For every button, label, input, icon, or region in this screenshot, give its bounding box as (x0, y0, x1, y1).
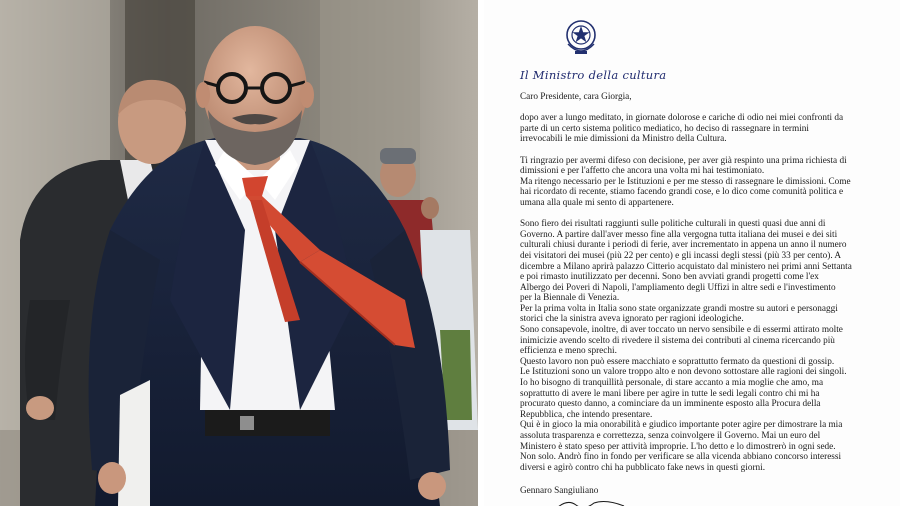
letter-line: e poi rimasto inutilizzato per decenni. Sono ben avviati grandi progetti come l'ex (520, 272, 819, 283)
letter-line: soprattutto di avere le mani libere per agire in tutte le sedi legali contro chi mi ha (520, 388, 820, 399)
letter-line: procurato questo danno, a cominciare da un imminente esposto alla Procura della (520, 399, 821, 410)
letter-line: Repubblica, che intendo presentare. (520, 409, 653, 420)
resignation-letter (484, 0, 900, 506)
handwritten-signature (556, 497, 626, 506)
letter-paragraphs (520, 103, 892, 474)
letter-line: dopo aver a lungo meditato, in giornate dolorose e cariche di odio nei miei confronti da (520, 113, 844, 124)
letter-line: Albergo dei Poveri di Napoli, l'ampliamento degli Uffizi in altre sedi e l'investimento (520, 282, 836, 293)
salutation: Caro Presidente, cara Giorgia, (520, 92, 632, 102)
letter-line: Qui è in gioco la mia onorabilità e giudico importante poter agire per dimostrare la mia (520, 420, 843, 431)
letter-line: Le Istituzioni sono un valore troppo alto e non devono sottostare alle ragioni dei singoli. (520, 367, 847, 378)
letter-line: Ti ringrazio per avermi difeso con decisione, per aver già respinto una prima richiesta di (520, 155, 847, 166)
paragraph-gap (520, 209, 892, 220)
letter-line: inimicizie avendo scelto di rivedere il sistema dei contributi al cinema ricercando più (520, 335, 835, 346)
letter-line: dimissioni e per l'affetto che ancora una volta mi hai testimoniato. (520, 166, 765, 177)
paragraph-gap (520, 145, 892, 156)
letter-line: culturali chiusi durante i periodi di ferie, aver incrementato in appena un anno il numero (520, 240, 847, 251)
signature-name: Gennaro Sangiuliano (520, 486, 599, 496)
letter-line: assoluta trasparenza e correttezza, senza coinvolgere il Governo. Mai un euro del (520, 431, 821, 441)
letter-line: dei visitatori dei musei (più 22 per cento) e gli incassi degli stessi (più 33 per cento). A (520, 250, 842, 261)
letter-line: Io ho bisogno di tranquillità personale, di stare accanto a mia moglie che amo, ma (520, 378, 824, 389)
letter-line: diversi e agirò contro chi ha pubblicato fake news in questi giorni. (520, 462, 766, 473)
letter-line: parte di un certo sistema politico mediatico, ho deciso di rassegnare in termini (520, 123, 809, 134)
letter-line: Non solo. Andrò fino in fondo per verificare se alla vicenda abbiano concorso interessi (520, 452, 842, 463)
letter-line: storici che la sinistra aveva ignorato per ragioni ideologiche. (520, 314, 744, 325)
letter-line: Questo lavoro non può essere macchiato e soprattutto fermato da questioni di gossip. (520, 356, 835, 367)
letter-line: irrevocabili le mie dimissioni da Ministro della Cultura. (520, 134, 727, 145)
letter-line: Ministero è stato speso per attività improprie. L'ho detto e lo dimostrerò in ogni sede. (520, 441, 836, 452)
letter-line: umana alla quale mi sento di appartenere. (520, 197, 674, 208)
letter-line: Sono consapevole, inoltre, di aver toccato un nervo sensibile e di essermi attirato molte (520, 325, 843, 336)
letter-line: Per la prima volta in Italia sono state organizzate grandi mostre su autori e personaggi (520, 303, 838, 314)
letter-line: hai ricordato di recente, stiamo facendo grandi cose, e lo dico come comunità politica e (520, 187, 844, 198)
paragraph-gap (520, 103, 892, 114)
letter-line: efficienza e meno sprechi. (520, 346, 617, 357)
letter-line: Sono fiero dei risultati raggiunti sulle politiche culturali in questi quasi due anni di (520, 219, 826, 230)
letter-line: per la Biennale di Venezia. (520, 293, 620, 304)
italian-republic-emblem-icon (564, 18, 598, 56)
ministry-heading: Il Ministro della cultura (520, 68, 667, 82)
letter-line: dicembre a Milano aprirà palazzo Citterio acquistato dal ministero nei primi anni Settanta (520, 261, 852, 272)
letter-line: Governo. A partire dall'aver messo fine alla vergogna tutta italiana dei musei e dei siti (520, 229, 838, 240)
letter-line: Ma ritengo necessario per le Istituzioni e per me stesso di rassegnare le dimissioni. Come (520, 176, 851, 187)
letter-body (520, 92, 892, 473)
